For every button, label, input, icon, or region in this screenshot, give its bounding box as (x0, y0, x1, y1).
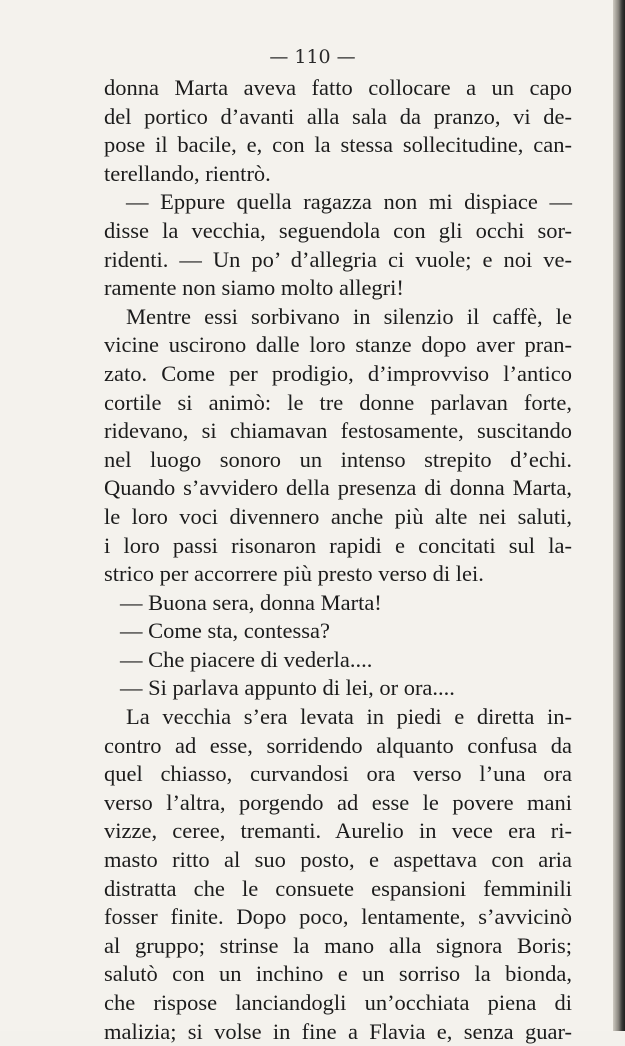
text-line: vicine uscirono dalle loro stanze dopo aver pran- (104, 332, 572, 358)
text-line: — Che piacere di vederla.... (120, 646, 373, 672)
text-line: Quando s’avvidero della presenza di donna Marta, (104, 475, 572, 501)
text-line: fosser finite. Dopo poco, lentamente, s’avvicinò (104, 904, 572, 930)
text-line: terellando, rientrò. (104, 160, 271, 186)
text-line: i loro passi risonaron rapidi e concitati sul la- (104, 532, 572, 558)
text-line: ridenti. — Un po’ d’allegria ci vuole; e noi ve- (104, 246, 572, 272)
text-line: cortile si animò: le tre donne parlavan forte, (104, 389, 572, 415)
text-line: distratta che le consuete espansioni femminili (104, 875, 572, 901)
text-line: nel luogo sonoro un intenso strepito d’echi. (104, 446, 572, 472)
text-line: — Buona sera, donna Marta! (120, 589, 382, 615)
text-line: masto ritto al suo posto, e aspettava con aria (104, 847, 572, 873)
text-line: le loro voci divennero anche più alte nei saluti, (104, 503, 572, 529)
text-line: disse la vecchia, seguendola con gli occhi sor- (104, 217, 572, 243)
page-number: — 110 — (269, 46, 356, 68)
text-line: pose il bacile, e, con la stessa sollecitudine, can- (104, 132, 572, 158)
text-line: — Si parlava appunto di lei, or ora.... (120, 675, 455, 701)
text-line: strico per accorrere più presto verso di lei. (104, 561, 484, 587)
text-line: contro ad esse, sorridendo alquanto confusa da (104, 732, 572, 758)
text-line: che rispose lanciandogli un’occhiata piena di (104, 990, 572, 1015)
text-line: Mentre essi sorbivano in silenzio il caffè, le (126, 303, 572, 329)
body-text (104, 74, 572, 1046)
text-line: del portico d’avanti alla sala da pranzo, vi de- (104, 103, 572, 129)
text-line: — Come sta, contessa? (120, 618, 330, 644)
book-spine-edge (613, 0, 625, 1031)
text-line: ramente non siamo molto allegri! (104, 275, 404, 301)
text-line: zato. Come per prodigio, d’improvviso l’antico (104, 360, 572, 386)
text-line: quel chiasso, curvandosi ora verso l’una ora (104, 761, 572, 787)
text-line: — Eppure quella ragazza non mi dispiace — (126, 189, 572, 215)
text-line: La vecchia s’era levata in piedi e diretta in- (126, 704, 572, 730)
text-line: salutò con un inchino e un sorriso la bionda, (104, 961, 572, 987)
text-line: vizze, ceree, tremanti. Aurelio in vece era ri- (104, 818, 572, 844)
text-line: verso l’altra, porgendo ad esse le povere mani (104, 789, 572, 815)
text-line: ridevano, si chiamavan festosamente, suscitando (104, 418, 572, 444)
text-line: al gruppo; strinse la mano alla signora Boris; (104, 932, 572, 958)
text-line: malizia; si volse in fine a Flavia e, senza guar- (104, 1018, 572, 1044)
text-line: donna Marta aveva fatto collocare a un capo (104, 75, 572, 100)
